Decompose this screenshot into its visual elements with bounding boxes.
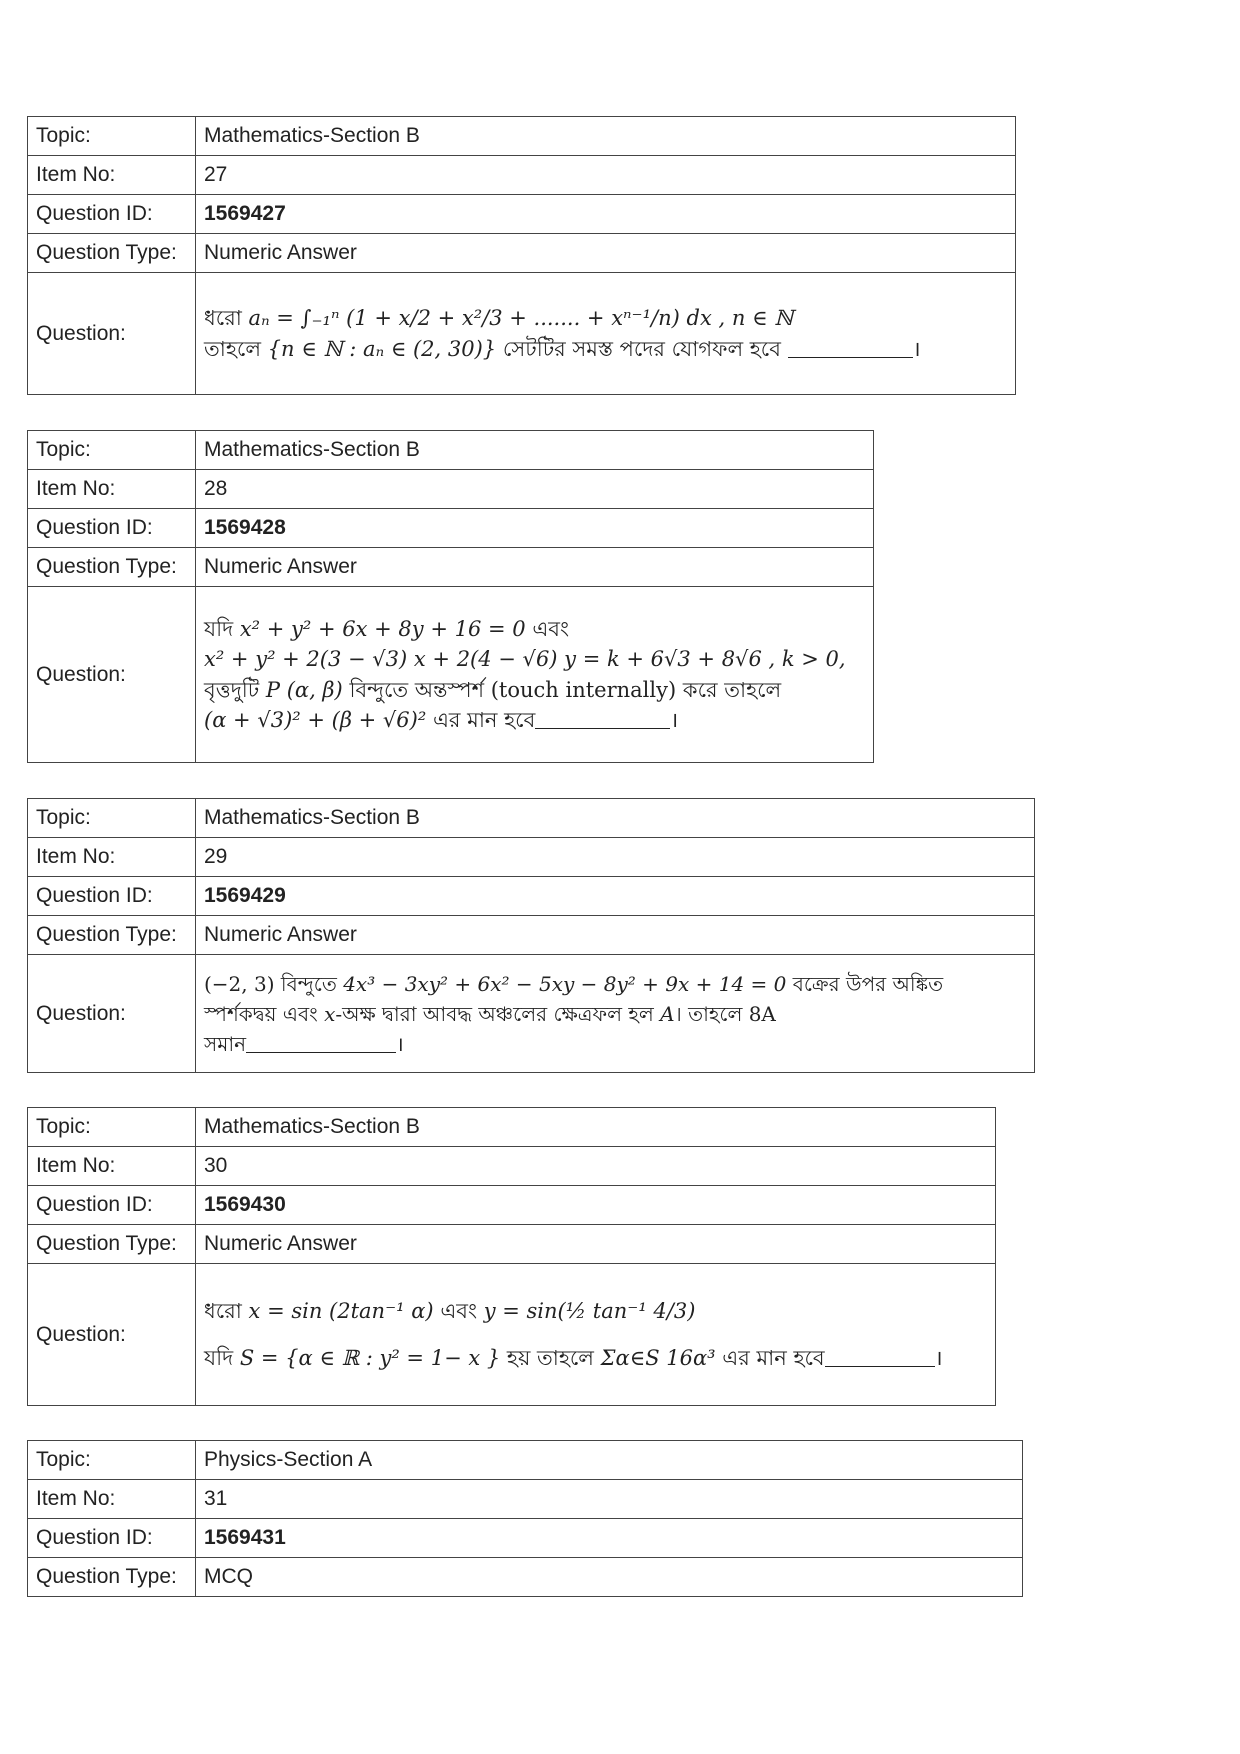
- math-expression: P (α, β): [265, 677, 343, 702]
- question-type-label: Question Type:: [28, 916, 196, 955]
- question-body: [196, 955, 1035, 1073]
- question-id-value: 1569427: [196, 195, 1016, 234]
- end-mark: ।: [912, 336, 921, 361]
- item-no-label: Item No:: [28, 156, 196, 195]
- math-expression: A: [660, 1001, 675, 1026]
- question-type-value: Numeric Answer: [196, 234, 1016, 273]
- end-mark: ।: [934, 1345, 943, 1370]
- text-segment: এবং: [532, 616, 570, 641]
- item-no-row: [28, 156, 1016, 195]
- question-id-label: Question ID:: [28, 877, 196, 916]
- item-no-value: 30: [196, 1147, 996, 1186]
- text-segment: এর মান হবে: [722, 1345, 825, 1370]
- topic-value: Mathematics-Section B: [196, 117, 1016, 156]
- question-id-label: Question ID:: [28, 509, 196, 548]
- question-line-4: [204, 705, 865, 735]
- text-segment: তাহলে: [204, 336, 261, 361]
- question-id-row: [28, 1186, 996, 1225]
- text-segment: হয় তাহলে: [506, 1345, 594, 1370]
- question-row: [28, 273, 1016, 395]
- topic-value: Physics-Section A: [196, 1441, 1023, 1480]
- math-expression: (α + √3)² + (β + √6)²: [204, 707, 427, 732]
- question-table-28: [27, 430, 874, 763]
- question-id-value: 1569430: [196, 1186, 996, 1225]
- text-segment: বক্রের উপর অঙ্কিত: [792, 971, 944, 996]
- question-table-30: [27, 1107, 996, 1406]
- question-type-label: Question Type:: [28, 234, 196, 273]
- math-expression: aₙ = ∫₋₁ⁿ (1 + x/2 + x²/3 + ....... + xⁿ⁻¹/n) dx , n ∈ ℕ: [248, 306, 794, 331]
- item-no-row: [28, 470, 874, 509]
- item-no-value: 27: [196, 156, 1016, 195]
- item-no-label: Item No:: [28, 470, 196, 509]
- question-type-row: [28, 1558, 1023, 1597]
- question-row: [28, 587, 874, 763]
- item-no-value: 31: [196, 1480, 1023, 1519]
- text-segment: বিন্দুতে অন্তস্পর্শ: [349, 677, 485, 702]
- text-segment: স্পর্শকদ্বয় এবং: [204, 1001, 318, 1026]
- topic-row: [28, 431, 874, 470]
- question-id-row: [28, 509, 874, 548]
- question-id-value: 1569428: [196, 509, 874, 548]
- question-type-label: Question Type:: [28, 1558, 196, 1597]
- text-segment: ধরো: [204, 1299, 242, 1324]
- question-id-value: 1569431: [196, 1519, 1023, 1558]
- question-line-2: [204, 1335, 987, 1381]
- topic-row: [28, 117, 1016, 156]
- topic-label: Topic:: [28, 1108, 196, 1147]
- item-no-value: 28: [196, 470, 874, 509]
- question-line-3: [204, 675, 865, 705]
- math-expression: y = sin(½ tan⁻¹ 4/3): [483, 1299, 696, 1324]
- math-expression: (−2, 3): [204, 971, 275, 996]
- topic-row: [28, 799, 1035, 838]
- end-mark: ।: [670, 707, 679, 732]
- question-type-value: Numeric Answer: [196, 916, 1035, 955]
- math-expression: x² + y² + 6x + 8y + 16 = 0: [239, 616, 526, 641]
- question-type-label: Question Type:: [28, 1225, 196, 1264]
- question-label: Question:: [28, 1264, 196, 1406]
- answer-blank: [535, 707, 670, 729]
- topic-label: Topic:: [28, 1441, 196, 1480]
- text-segment: যদি: [204, 616, 234, 641]
- topic-row: [28, 1108, 996, 1147]
- topic-label: Topic:: [28, 431, 196, 470]
- question-line-3: [204, 1029, 1026, 1059]
- question-body: [196, 587, 874, 763]
- text-segment: -অক্ষ দ্বারা আবদ্ধ অঞ্চলের ক্ষেত্রফল হল: [335, 1001, 654, 1026]
- question-id-row: [28, 877, 1035, 916]
- item-no-label: Item No:: [28, 1480, 196, 1519]
- question-label: Question:: [28, 587, 196, 763]
- text-segment: করে তাহলে: [682, 677, 782, 702]
- topic-label: Topic:: [28, 117, 196, 156]
- topic-row: [28, 1441, 1023, 1480]
- text-segment: সেটটির সমস্ত পদের যোগফল হবে: [502, 336, 781, 361]
- text-segment: সমান: [204, 1031, 247, 1056]
- question-id-label: Question ID:: [28, 1186, 196, 1225]
- topic-value: Mathematics-Section B: [196, 799, 1035, 838]
- item-no-value: 29: [196, 838, 1035, 877]
- text-segment: এবং: [440, 1299, 478, 1324]
- question-row: [28, 955, 1035, 1073]
- text-segment: । তাহলে 8A: [674, 1001, 776, 1026]
- question-type-row: [28, 548, 874, 587]
- topic-value: Mathematics-Section B: [196, 1108, 996, 1147]
- math-expression: 4x³ − 3xy² + 6x² − 5xy − 8y² + 9x + 14 = 0: [343, 971, 787, 996]
- question-id-label: Question ID:: [28, 195, 196, 234]
- question-line-1: [204, 303, 1007, 333]
- question-label: Question:: [28, 955, 196, 1073]
- math-expression: S = {α ∈ ℝ : y² = 1− x }: [239, 1345, 501, 1370]
- question-line-1: [204, 614, 865, 644]
- question-id-row: [28, 1519, 1023, 1558]
- question-body: [196, 1264, 996, 1406]
- question-table-27: [27, 116, 1016, 395]
- answer-blank: [246, 1032, 396, 1053]
- text-segment: এর মান হবে: [432, 707, 536, 732]
- math-expression: x: [324, 1001, 336, 1026]
- question-table-31: [27, 1440, 1023, 1597]
- question-line-1: [204, 1288, 987, 1334]
- text-segment: বিন্দুতে: [280, 971, 337, 996]
- question-line-1: [204, 969, 1026, 999]
- question-type-row: [28, 916, 1035, 955]
- item-no-row: [28, 1147, 996, 1186]
- text-segment: (touch internally): [490, 677, 677, 702]
- text-segment: যদি: [204, 1345, 234, 1370]
- question-body: [196, 273, 1016, 395]
- question-id-label: Question ID:: [28, 1519, 196, 1558]
- answer-blank: [825, 1345, 935, 1367]
- question-table-29: [27, 798, 1035, 1073]
- question-type-value: Numeric Answer: [196, 1225, 996, 1264]
- item-no-row: [28, 838, 1035, 877]
- item-no-label: Item No:: [28, 1147, 196, 1186]
- math-expression: {n ∈ ℕ : aₙ ∈ (2, 30)}: [267, 336, 497, 361]
- question-label: Question:: [28, 273, 196, 395]
- topic-label: Topic:: [28, 799, 196, 838]
- text-segment: ধরো: [204, 306, 242, 331]
- question-line-2: [204, 644, 865, 674]
- end-mark: ।: [396, 1031, 404, 1056]
- math-expression: x = sin (2tan⁻¹ α): [248, 1299, 434, 1324]
- question-type-label: Question Type:: [28, 548, 196, 587]
- math-expression: Σα∈S 16α³: [600, 1345, 716, 1370]
- item-no-label: Item No:: [28, 838, 196, 877]
- question-type-value: MCQ: [196, 1558, 1023, 1597]
- question-id-value: 1569429: [196, 877, 1035, 916]
- topic-value: Mathematics-Section B: [196, 431, 874, 470]
- question-line-2: [204, 999, 1026, 1029]
- question-row: [28, 1264, 996, 1406]
- math-expression: x² + y² + 2(3 − √3) x + 2(4 − √6) y = k + 6√3 + 8√6 , k > 0,: [204, 647, 846, 672]
- question-line-2: [204, 334, 1007, 364]
- question-type-row: [28, 1225, 996, 1264]
- text-segment: বৃত্তদুটি: [204, 677, 260, 702]
- item-no-row: [28, 1480, 1023, 1519]
- question-type-row: [28, 234, 1016, 273]
- answer-blank: [788, 336, 913, 358]
- question-id-row: [28, 195, 1016, 234]
- question-type-value: Numeric Answer: [196, 548, 874, 587]
